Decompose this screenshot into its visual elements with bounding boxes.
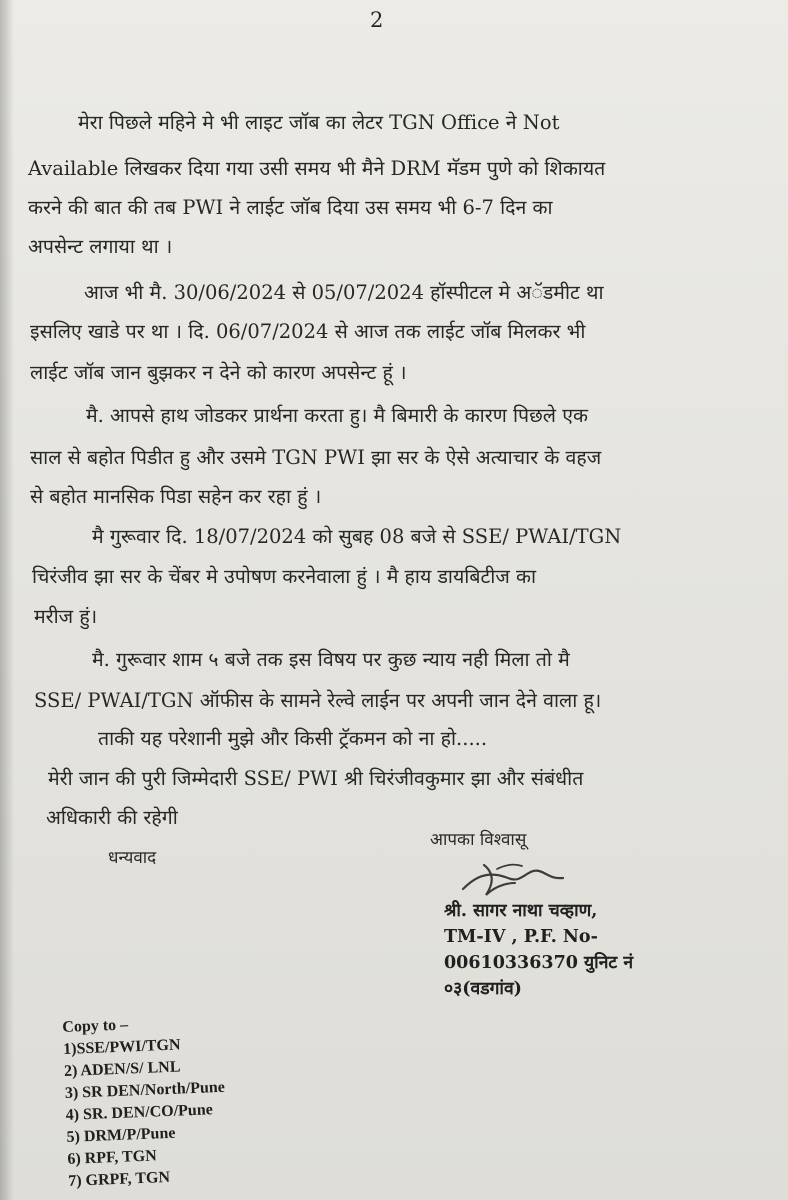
body-line: अपसेन्ट लगाया था । — [28, 235, 173, 258]
body-line: Available लिखकर दिया गया उसी समय भी मैने DRM मॅडम पुणे को शिकायत — [28, 157, 606, 180]
body-line: लाईट जॉब जान बुझकर न देने को कारण अपसेन्ट हूं । — [30, 361, 407, 384]
copy-to-item: 7) GRPF, TGN — [67, 1168, 171, 1190]
sender-name: श्री. सागर नाथा चव्हाण, — [444, 901, 598, 921]
body-line: मेरा पिछले महिने मे भी लाइट जॉब का लेटर TGN Office ने Not — [78, 111, 560, 134]
body-line: साल से बहोत पिडीत हु और उसमे TGN PWI झा सर के ऐसे अत्याचार के वहज — [30, 446, 602, 469]
body-line: ताकी यह परेशानी मुझे और किसी ट्रॅकमन को ना हो..... — [98, 727, 488, 750]
body-line: अधिकारी की रहेगी — [46, 806, 178, 829]
copy-to-item: 6) RPF, TGN — [67, 1147, 158, 1168]
body-line: से बहोत मानसिक पिडा सहेन कर रहा हुं । — [30, 485, 322, 508]
sender-designation: TM-IV , P.F. No- — [444, 927, 598, 947]
closing-yours: आपका विश्वासू — [430, 830, 527, 850]
body-line: मै. गुरूवार शाम ५ बजे तक इस विषय पर कुछ न्याय नही मिला तो मै — [92, 648, 570, 671]
body-line: SSE/ PWAI/TGN ऑफीस के सामने रेल्वे लाईन पर अपनी जान देने वाला हू। — [34, 689, 602, 712]
copy-to-item: 5) DRM/P/Pune — [66, 1124, 176, 1146]
handwritten-signature — [455, 855, 570, 901]
body-line: मै. आपसे हाथ जोडकर प्रार्थना करता हु। मै बिमारी के कारण पिछले एक — [86, 404, 588, 427]
copy-to-item: 4) SR. DEN/CO/Pune — [65, 1101, 214, 1124]
copy-to-heading: Copy to – — [62, 1016, 129, 1036]
closing-thanks: धन्यवाद — [108, 848, 157, 868]
body-line: आज भी मै. 30/06/2024 से 05/07/2024 हॉस्पीटल मे अॅडमीट था — [84, 281, 604, 304]
body-line: मरीज हुं। — [34, 605, 98, 628]
body-line: मेरी जान की पुरी जिम्मेदारी SSE/ PWI श्री चिरंजीवकुमार झा और संबंधीत — [48, 767, 584, 790]
sender-unit-place: ०३(वडगांव) — [444, 979, 522, 999]
body-line: इसलिए खाडे पर था । दि. 06/07/2024 से आज तक लाईट जॉब मिलकर भी — [30, 320, 586, 343]
copy-to-list — [62, 1009, 308, 1188]
sender-pf-unit: 00610336370 युनिट नं — [444, 953, 634, 973]
copy-to-item: 2) ADEN/S/ LNL — [63, 1058, 181, 1080]
body-line: मै गुरूवार दि. 18/07/2024 को सुबह 08 बजे से SSE/ PWAI/TGN — [92, 525, 622, 548]
copy-to-item: 3) SR DEN/North/Pune — [64, 1078, 226, 1102]
page-number: 2 — [370, 8, 384, 32]
copy-to-item: 1)SSE/PWI/TGN — [62, 1036, 181, 1058]
body-line: चिरंजीव झा सर के चेंबर मे उपोषण करनेवाला हुं । मै हाय डायबिटीज का — [32, 565, 537, 588]
body-line: करने की बात की तब PWI ने लाईट जॉब दिया उस समय भी 6-7 दिन का — [28, 196, 553, 219]
